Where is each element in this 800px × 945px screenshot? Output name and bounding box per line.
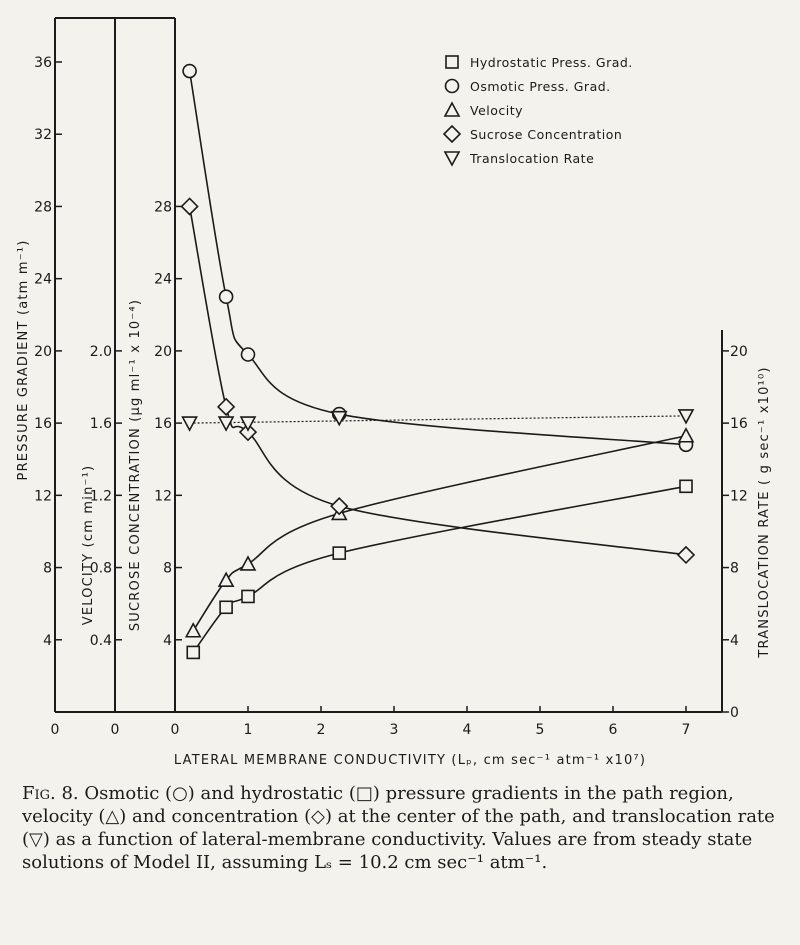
sucrose-tick-label: 24 — [154, 271, 172, 288]
pressure-tick-label: 4 — [43, 632, 52, 649]
series-markers — [182, 65, 694, 659]
data-point-square — [187, 646, 199, 658]
data-point-triangle-up — [186, 624, 200, 637]
x-tick-label: 1 — [243, 722, 253, 738]
translocation-tick-label: 16 — [730, 416, 748, 433]
x-zero-label: 0 — [110, 722, 120, 738]
sucrose-tick-label: 28 — [154, 199, 172, 216]
x-tick-label: 5 — [535, 722, 545, 738]
data-point-circle — [220, 290, 233, 303]
pressure-tick-label: 28 — [34, 199, 52, 216]
x-zero-label: 0 — [170, 722, 180, 738]
caption-text: Osmotic (○) and hydrostatic (□) pressure gradients in the path region, velocity (△) and concentration (◇) at the center of the path, and translocation rate (▽) as a function of lateral-membrane conductivity. Values are from steady state solutions of Model II, assuming Lₛ = 10.2 cm sec⁻¹ atm⁻¹. — [22, 783, 775, 873]
data-point-diamond — [218, 399, 234, 415]
series-line-square — [193, 486, 686, 652]
caption-label: Fig. 8. — [22, 783, 79, 804]
pressure-tick-label: 32 — [34, 127, 52, 144]
x-tick-label: 6 — [608, 722, 618, 738]
sucrose-tick-label: 16 — [154, 416, 172, 433]
legend-label: Translocation Rate — [470, 151, 595, 166]
translocation-tick-label: 20 — [730, 343, 748, 360]
translocation-tick-label: 0 — [730, 705, 739, 721]
velocity-axis-title: VELOCITY (cm min⁻¹) — [81, 464, 96, 626]
series-line-triangle-down — [190, 416, 686, 423]
data-point-square — [242, 590, 254, 602]
velocity-tick-label: 0.4 — [89, 632, 112, 649]
chart-axes — [55, 18, 722, 712]
data-point-circle — [242, 348, 255, 361]
legend-label: Osmotic Press. Grad. — [470, 79, 611, 94]
pressure-tick-label: 20 — [34, 343, 52, 360]
sucrose-tick-label: 12 — [154, 488, 172, 505]
data-point-square — [220, 601, 232, 613]
pressure-tick-label: 12 — [34, 488, 52, 505]
translocation-tick-label: 4 — [730, 632, 739, 649]
velocity-tick-label: 1.2 — [89, 488, 112, 505]
data-point-square — [333, 547, 345, 559]
axis-titles — [16, 240, 772, 768]
data-point-triangle-down — [679, 410, 693, 423]
series-curves — [190, 71, 686, 652]
figure-caption — [22, 782, 787, 874]
legend-symbol-triangle-up — [445, 103, 459, 116]
x-zero-label: 0 — [50, 722, 60, 738]
translocation-axis-title: TRANSLOCATION RATE ( g sec⁻¹ x10¹⁰) — [757, 366, 772, 658]
data-point-square — [680, 480, 692, 492]
x-axis-title: LATERAL MEMBRANE CONDUCTIVITY (Lₚ, cm sec⁻¹ atm⁻¹ x10⁷) — [173, 753, 647, 768]
data-point-circle — [183, 65, 196, 78]
data-point-triangle-up — [241, 557, 255, 570]
x-tick-label: 7 — [681, 722, 691, 738]
series-line-diamond — [190, 206, 686, 554]
legend-label: Sucrose Concentration — [470, 127, 623, 142]
pressure-tick-label: 8 — [43, 560, 52, 577]
data-point-triangle-up — [679, 429, 693, 442]
legend-symbol-square — [446, 56, 458, 68]
pressure-tick-label: 24 — [34, 271, 52, 288]
translocation-tick-label: 8 — [730, 560, 739, 577]
sucrose-tick-label: 20 — [154, 343, 172, 360]
x-tick-label: 2 — [316, 722, 326, 738]
legend-symbol-triangle-down — [445, 152, 459, 165]
series-line-triangle-up — [193, 436, 686, 631]
x-tick-label: 4 — [462, 722, 472, 738]
data-point-diamond — [678, 547, 694, 563]
pressure-axis-title: PRESSURE GRADIENT (atm m⁻¹) — [16, 239, 31, 481]
legend-symbol-circle — [446, 80, 459, 93]
data-point-diamond — [182, 198, 198, 214]
pressure-tick-label: 36 — [34, 55, 52, 71]
velocity-tick-label: 0.8 — [89, 560, 112, 577]
legend — [444, 55, 633, 166]
translocation-tick-label: 12 — [730, 488, 748, 505]
sucrose-axis-title: SUCROSE CONCENTRATION (μg ml⁻¹ x 10⁻⁴) — [128, 298, 143, 632]
legend-label: Hydrostatic Press. Grad. — [470, 55, 633, 70]
pressure-tick-label: 16 — [34, 416, 52, 433]
sucrose-tick-label: 4 — [163, 632, 172, 649]
sucrose-tick-label: 8 — [163, 560, 172, 577]
velocity-tick-label: 2.0 — [89, 343, 112, 360]
legend-label: Velocity — [470, 103, 524, 118]
legend-symbol-diamond — [444, 126, 460, 142]
x-tick-label: 3 — [389, 722, 399, 738]
velocity-tick-label: 1.6 — [89, 416, 112, 433]
